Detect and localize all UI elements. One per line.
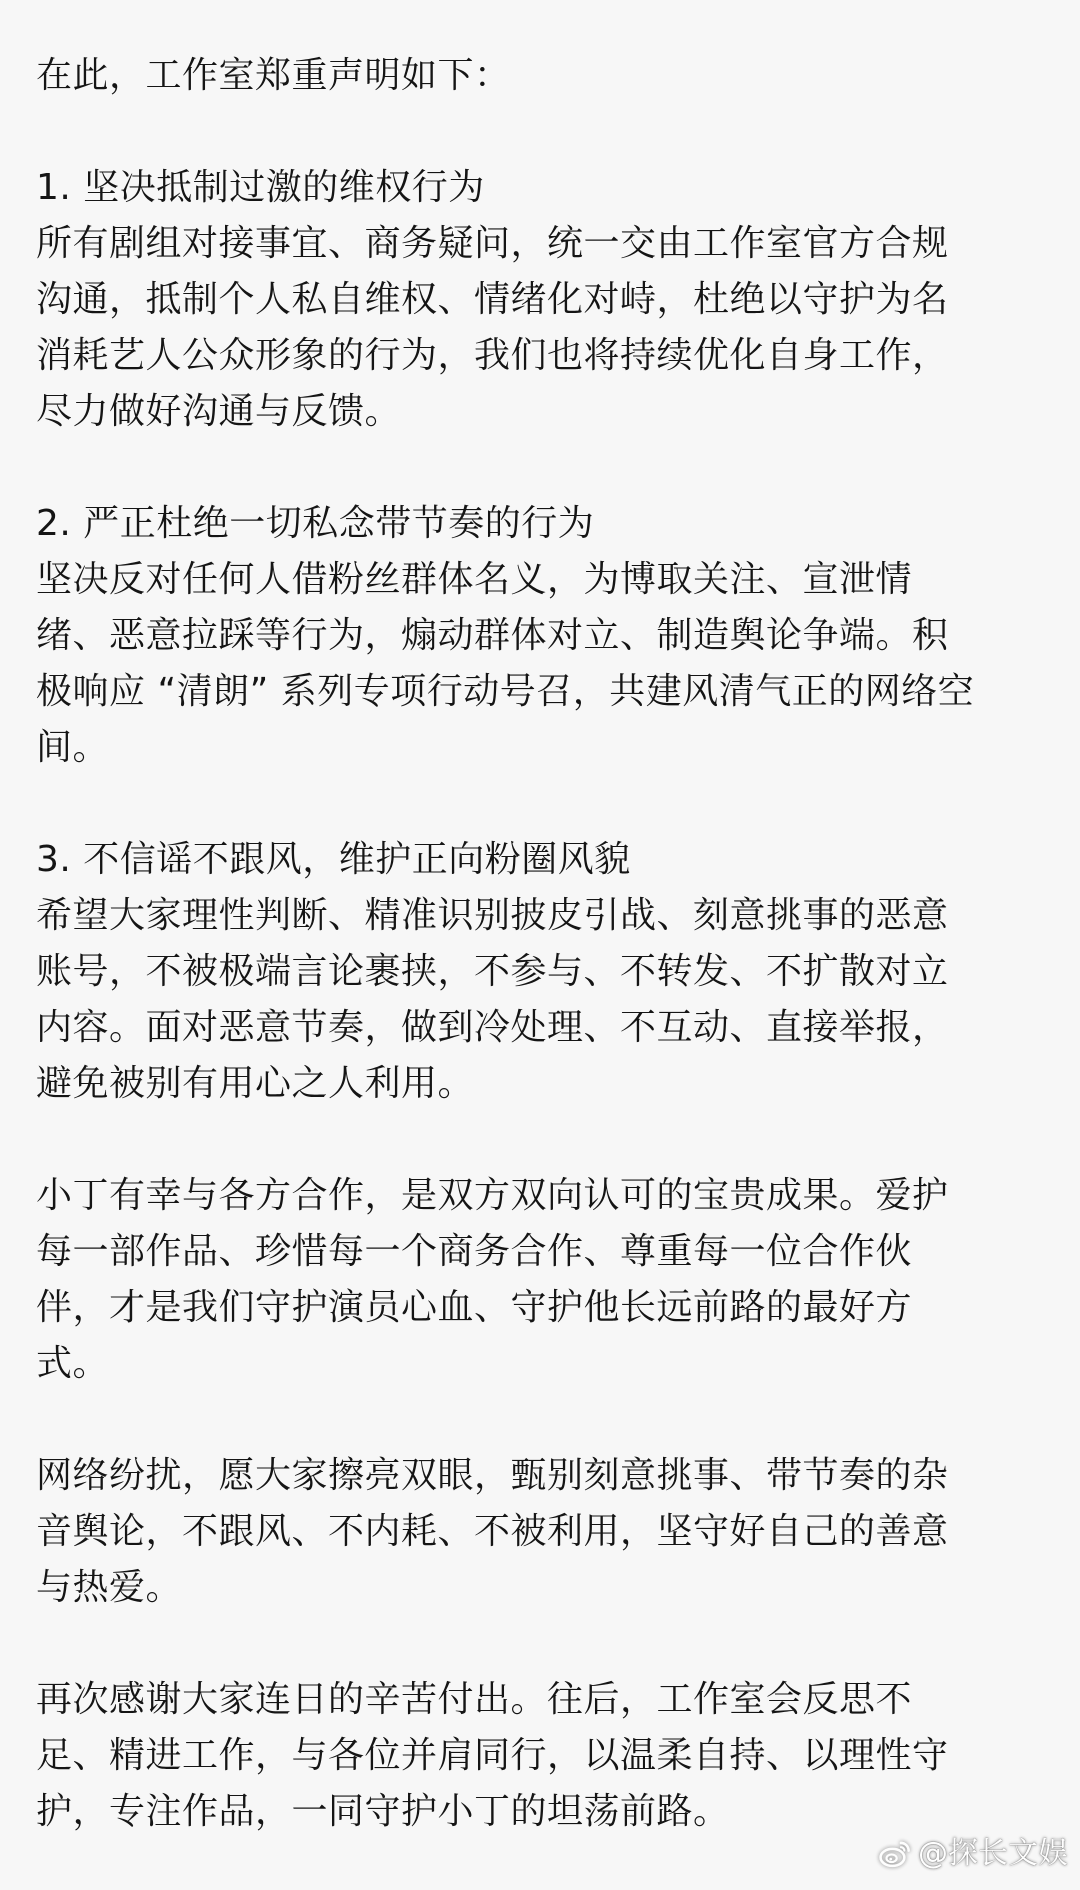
section-line: 所有剧组对接事宜、商务疑问，统一交由工作室官方合规 bbox=[36, 223, 949, 264]
statement-intro: 在此，工作室郑重声明如下： bbox=[36, 55, 511, 96]
paragraph-line: 足、精进工作，与各位并肩同行，以温柔自持、以理性守 bbox=[36, 1735, 949, 1776]
paragraph-line: 网络纷扰，愿大家擦亮双眼，甄别刻意挑事、带节奏的杂 bbox=[36, 1455, 949, 1496]
spacer bbox=[36, 1616, 1036, 1672]
section-heading: 1. 坚决抵制过激的维权行为 bbox=[36, 167, 485, 208]
section-line: 绪、恶意拉踩等行为，煽动群体对立、制造舆论争端。积 bbox=[36, 615, 949, 656]
section-line: 坚决反对任何人借粉丝群体名义，为博取关注、宣泄情 bbox=[36, 559, 913, 600]
spacer bbox=[36, 1392, 1036, 1448]
spacer bbox=[36, 440, 1036, 496]
section-line: 极响应 “清朗” 系列专项行动号召，共建风清气正的网络空 bbox=[36, 671, 975, 712]
section-line: 内容。面对恶意节奏，做到冷处理、不互动、直接举报， bbox=[36, 1007, 949, 1048]
weibo-icon bbox=[878, 1837, 912, 1871]
spacer bbox=[36, 1112, 1036, 1168]
section-line: 希望大家理性判断、精准识别披皮引战、刻意挑事的恶意 bbox=[36, 895, 949, 936]
section-line: 消耗艺人公众形象的行为，我们也将持续优化自身工作， bbox=[36, 335, 949, 376]
paragraph-line: 小丁有幸与各方合作，是双方双向认可的宝贵成果。爱护 bbox=[36, 1175, 949, 1216]
paragraph-line: 护，专注作品，一同守护小丁的坦荡前路。 bbox=[36, 1791, 730, 1832]
spacer bbox=[36, 776, 1036, 832]
section-heading: 3. 不信谣不跟风，维护正向粉圈风貌 bbox=[36, 839, 631, 880]
section-line: 账号，不被极端言论裹挟，不参与、不转发、不扩散对立 bbox=[36, 951, 949, 992]
spacer bbox=[36, 104, 1036, 160]
paragraph-line: 再次感谢大家连日的辛苦付出。往后，工作室会反思不 bbox=[36, 1679, 913, 1720]
section-line: 沟通，抵制个人私自维权、情绪化对峙，杜绝以守护为名 bbox=[36, 279, 949, 320]
section-line: 尽力做好沟通与反馈。 bbox=[36, 391, 402, 432]
paragraph-line: 式。 bbox=[36, 1343, 110, 1384]
paragraph-line: 与热爱。 bbox=[36, 1567, 183, 1608]
statement-text bbox=[36, 48, 1036, 1840]
paragraph-line: 音舆论，不跟风、不内耗、不被利用，坚守好自己的善意 bbox=[36, 1511, 949, 1552]
watermark-text: @探长文娱 bbox=[918, 1836, 1068, 1871]
weibo-watermark bbox=[878, 1836, 1068, 1872]
paragraph-line: 每一部作品、珍惜每一个商务合作、尊重每一位合作伙 bbox=[36, 1231, 913, 1272]
section-line: 避免被别有用心之人利用。 bbox=[36, 1063, 475, 1104]
paragraph-line: 伴，才是我们守护演员心血、守护他长远前路的最好方 bbox=[36, 1287, 913, 1328]
section-line: 间。 bbox=[36, 727, 110, 768]
section-heading: 2. 严正杜绝一切私念带节奏的行为 bbox=[36, 503, 595, 544]
